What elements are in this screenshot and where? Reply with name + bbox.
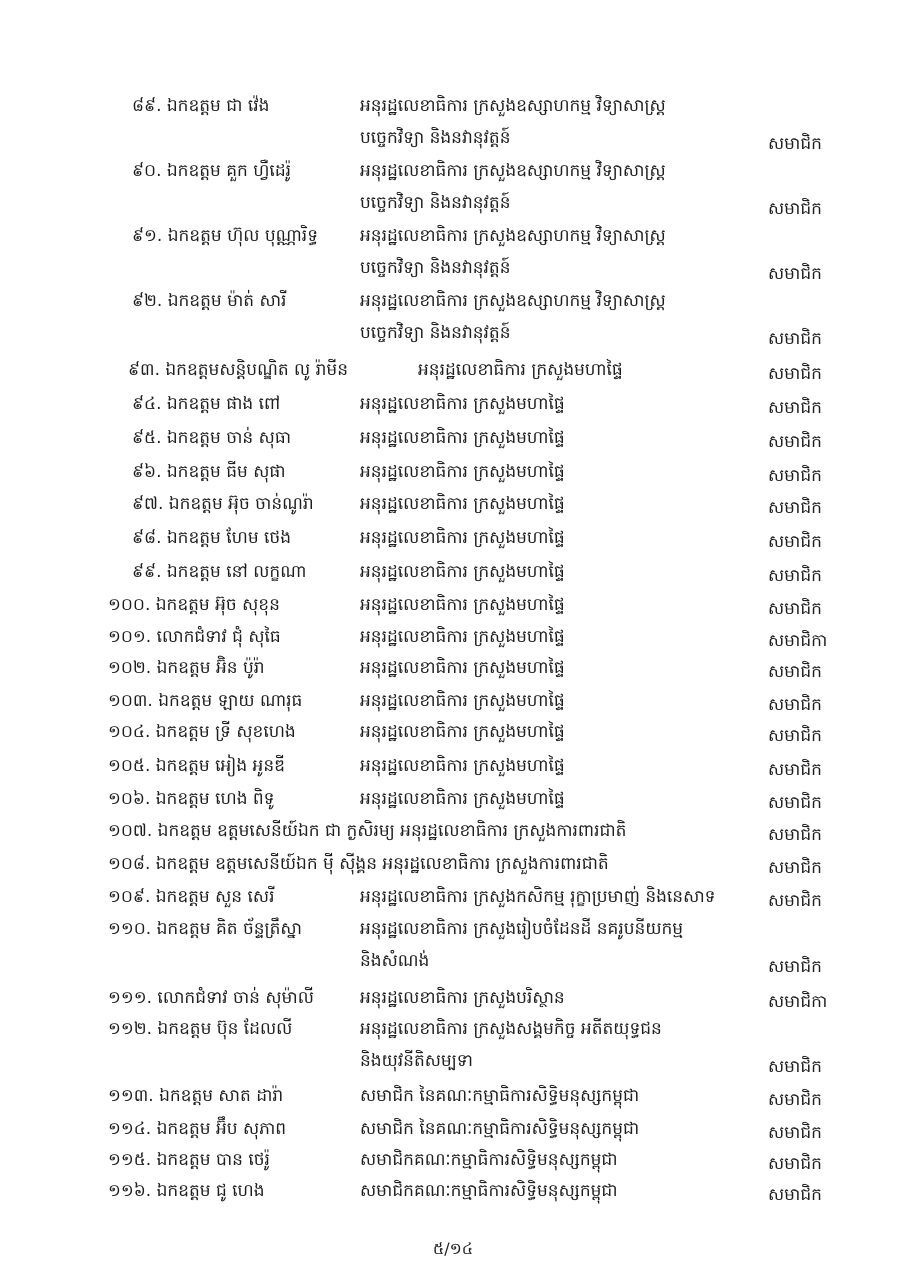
member-role: សមាជិកា (768, 992, 828, 1012)
position-line: អនុរដ្ឋលេខាធិការ ក្រសួងបរិស្ថាន (360, 988, 565, 1008)
position-line: សមាជិក នៃគណៈកម្មាធិការសិទ្ធិមនុស្សកម្ពុជា (360, 1086, 640, 1106)
entry-number: ១១៣. (108, 1086, 154, 1106)
member-role: សមាជិក (768, 1185, 822, 1205)
member-role: សមាជិក (768, 199, 822, 219)
member-number-name (108, 592, 280, 618)
member-role: សមាជិក (768, 662, 822, 682)
member-number-name (128, 357, 348, 383)
member-number-name (132, 158, 291, 184)
position-line: អនុរដ្ឋលេខាធិការ ក្រសួងមហាផ្ទៃ (360, 428, 565, 448)
member-number-name (108, 624, 281, 650)
entry-number: ១០៣. (108, 691, 153, 711)
member-name: ឯកឧត្តម អ៊ុច ចាន់ណូរ៉ា (168, 494, 314, 514)
member-name: ឯកឧត្តម ហែម ថេង (166, 528, 292, 548)
entry-number: ៩៣. (128, 360, 160, 380)
page-number: ៥/១៤ (432, 1239, 474, 1258)
member-number-name (108, 985, 314, 1011)
member-position (360, 719, 565, 751)
member-name: ឯកឧត្តម សាត ដារ៉ា (159, 1086, 284, 1106)
member-name: ឯកឧត្តម ឡាយ ណារុធ (158, 691, 303, 711)
entry-number: ១១២. (108, 1019, 153, 1039)
member-role: សមាជិក (768, 891, 822, 911)
member-position (360, 425, 565, 457)
member-role: សមាជិក (768, 329, 822, 349)
position-line: អនុរដ្ឋលេខាធិការ ក្រសួងមហាផ្ទៃ (360, 562, 565, 582)
position-line: អនុរដ្ឋលេខាធិការ ក្រសួងមហាផ្ទៃ (360, 494, 565, 514)
member-position (360, 985, 565, 1017)
member-name: ឯកឧត្តម ធីម សុផា (166, 462, 286, 482)
entry-number: ៩៥. (132, 428, 162, 448)
member-role: សមាជិក (768, 398, 822, 418)
position-line: សមាជិក នៃគណៈកម្មាធិការសិទ្ធិមនុស្សកម្ពុជា (360, 1119, 640, 1139)
member-role: សមាជិក (768, 1123, 822, 1143)
member-position (360, 688, 565, 720)
member-number-name (108, 1083, 283, 1109)
entry-number: ១១០. (108, 919, 152, 939)
member-name: ឯកឧត្តម ឧត្តមសេនីយ៍ឯក ម៉ី ស៊ីង្គន អនុរដ្ឋលេខាធិការ ក្រសួងការពារជាតិ (155, 854, 609, 874)
member-position (418, 357, 623, 389)
position-line: អនុរដ្ឋលេខាធិការ ក្រសួងកសិកម្ម រុក្ខាប្រមាញ់ និងនេសាទ (360, 887, 716, 907)
position-line: អនុរដ្ឋលេខាធិការ ក្រសួងមហាផ្ទៃ (360, 462, 565, 482)
member-position (360, 459, 565, 491)
member-role: សមាជិក (768, 760, 822, 780)
member-role: សមាជិកា (768, 631, 828, 651)
position-line: អនុរដ្ឋលេខាធិការ ក្រសួងឧស្សាហកម្ម វិទ្យាសាស្ត្រ (360, 291, 666, 311)
member-position (360, 592, 565, 624)
member-role: សមាជិក (768, 364, 822, 384)
position-line: អនុរដ្ឋលេខាធិការ ក្រសួងមហាផ្ទៃ (360, 627, 565, 647)
member-name: ឯកឧត្តម អ៊ុច សុខុន (155, 595, 280, 615)
member-position (360, 391, 565, 423)
member-position (360, 223, 666, 287)
position-line: អនុរដ្ឋលេខាធិការ ក្រសួងឧស្សាហកម្ម វិទ្យាសាស្ត្រ (360, 226, 666, 246)
entry-number: ១០៨. (108, 854, 151, 874)
position-line: និងយុវនីតិសម្បទា (360, 1051, 473, 1071)
member-position (360, 884, 715, 916)
entry-number: ៩០. (132, 161, 162, 181)
member-name: ឯកឧត្តម ជូ ហេង (156, 1181, 265, 1201)
member-number-name (132, 459, 286, 485)
member-name: ឯកឧត្តម ហ៊ុល បុណ្ណារិទ្ធ (167, 226, 318, 246)
position-line: អនុរដ្ឋលេខាធិការ ក្រសួងមហាផ្ទៃ (360, 658, 565, 678)
entry-number: ៩១. (132, 226, 163, 246)
entry-number: ១០៤. (108, 722, 151, 742)
member-number-name (132, 559, 306, 585)
position-line: អនុរដ្ឋលេខាធិការ ក្រសួងមហាផ្ទៃ (360, 722, 565, 742)
entry-number: ៩៧. (132, 494, 164, 514)
member-name: ឯកឧត្តម ផាង ពៅ (166, 394, 281, 414)
position-line: អនុរដ្ឋលេខាធិការ ក្រសួងមហាផ្ទៃ (360, 691, 565, 711)
member-position (360, 655, 565, 687)
member-name: ឯកឧត្តម អ៊ឹប សុភាព (156, 1119, 287, 1139)
member-name: ឯកឧត្តម ឧត្តមសេនីយ៍ឯក ជា ក្ងសិរម្យ អនុរដ្ឋលេខាធិការ ក្រសួងការពារជាតិ (157, 821, 627, 841)
member-number-name (132, 93, 269, 119)
position-line: បច្ចេកវិទ្យា និងនវានុវត្តន៍ (360, 128, 511, 148)
member-name: ឯកឧត្តម នៅ លក្ខណា (166, 562, 307, 582)
member-role: សមាជិក (768, 726, 822, 746)
member-number-name (108, 719, 296, 745)
member-position (360, 1116, 639, 1148)
entry-number: ៩៦. (132, 462, 162, 482)
member-role: សមាជិក (768, 466, 822, 486)
entry-number: ៨៩. (132, 96, 162, 116)
entry-number: ៩៤. (132, 394, 162, 414)
position-line: សមាជិកគណៈកម្មាធិការសិទ្ធិមនុស្សកម្ពុជា (360, 1181, 618, 1201)
member-role: សមាជិក (768, 825, 822, 845)
member-role: សមាជិក (768, 566, 822, 586)
entry-number: ១១៤. (108, 1119, 152, 1139)
member-role: សមាជិក (768, 957, 822, 977)
member-position (360, 525, 565, 557)
position-line: អនុរដ្ឋលេខាធិការ ក្រសួងរៀបចំដែនដី នគរូបនីយកម្ម (360, 919, 684, 939)
member-number-name (132, 288, 286, 314)
member-number-name (108, 1147, 270, 1173)
member-role: សមាជិក (768, 695, 822, 715)
position-line: អនុរដ្ឋលេខាធិការ ក្រសួងមហាផ្ទៃ (418, 360, 623, 380)
position-line: អនុរដ្ឋលេខាធិការ ក្រសួងមហាផ្ទៃ (360, 394, 565, 414)
member-name: ឯកឧត្តម ចាន់ សុធា (166, 428, 292, 448)
member-role: សមាជិក (768, 264, 822, 284)
member-name: ឯកឧត្តម គួក ហ្វឺដេរ៉ូ (166, 161, 292, 181)
member-number-name (132, 391, 280, 417)
member-role: សមាជិក (768, 498, 822, 518)
member-number-name (108, 1178, 265, 1204)
member-position (360, 786, 565, 818)
member-role: សមាជិក (768, 432, 822, 452)
member-position (360, 1178, 618, 1210)
member-role: សមាជិក (768, 599, 822, 619)
member-name: ឯកឧត្តម គិត ច័ន្ទត្រឹស្នា (156, 919, 302, 939)
member-position (360, 93, 666, 157)
member-role: សមាជិក (768, 1090, 822, 1110)
position-line: បច្ចេកវិទ្យា និងនវានុវត្តន៍ (360, 323, 511, 343)
position-line: អនុរដ្ឋលេខាធិការ ក្រសួងមហាផ្ទៃ (360, 595, 565, 615)
position-line: អនុរដ្ឋលេខាធិការ ក្រសួងសង្គមកិច្ច អតីតយុទ្ធជន (360, 1019, 662, 1039)
member-position (360, 491, 565, 523)
member-position (360, 753, 565, 785)
member-number-name (108, 818, 626, 844)
member-name: ឯកឧត្តម បាន ថេរ៉ូ (156, 1150, 270, 1170)
member-role: សមាជិក (768, 532, 822, 552)
member-number-name (108, 655, 265, 681)
entry-number: ១០១. (108, 627, 152, 647)
member-name: ឯកឧត្តមសន្តិបណ្ឌិត លូ រ៉ាមីន (165, 360, 349, 380)
member-number-name (108, 786, 274, 812)
member-role: សមាជិក (768, 1154, 822, 1174)
entry-number: ១០៩. (108, 887, 151, 907)
member-name: ឯកឧត្តម អៀង អូនឌី (155, 756, 285, 776)
member-role: សមាជិក (768, 858, 822, 878)
member-name: ឯកឧត្តម ប៊ុន ដែលលី (157, 1019, 293, 1039)
position-line: អនុរដ្ឋលេខាធិការ ក្រសួងមហាផ្ទៃ (360, 756, 565, 776)
member-name: ឯកឧត្តម អ៊ិន ប៉ូរ៉ា (156, 658, 265, 678)
position-line: បច្ចេកវិទ្យា និងនវានុវត្តន៍ (360, 258, 511, 278)
entry-number: ១០៥. (108, 756, 151, 776)
member-name: ឯកឧត្តម ម៉ាត់ សារី (167, 291, 287, 311)
member-position (360, 288, 666, 352)
member-name: ឯកឧត្តម ជា វ៉េង (166, 96, 270, 116)
member-position (360, 624, 565, 656)
position-line: អនុរដ្ឋលេខាធិការ ក្រសួងមហាផ្ទៃ (360, 789, 565, 809)
entry-number: ៩៨. (132, 528, 162, 548)
entry-number: ៩២. (132, 291, 163, 311)
member-number-name (108, 851, 609, 877)
member-role: សមាជិក (768, 1057, 822, 1077)
entry-number: ១០០. (108, 595, 151, 615)
entry-number: ៩៩. (132, 562, 162, 582)
entry-number: ១០៦. (108, 789, 151, 809)
member-position (360, 916, 683, 980)
entry-number: ១១៦. (108, 1181, 152, 1201)
entry-number: ១១៥. (108, 1150, 152, 1170)
member-number-name (108, 916, 302, 942)
member-number-name (108, 1016, 292, 1042)
entry-number: ១០៧. (108, 821, 153, 841)
member-number-name (132, 525, 291, 551)
position-line: និងសំណង់ (360, 951, 430, 971)
member-name: ឯកឧត្តម ទ្រី សុខហេង (155, 722, 296, 742)
member-position (360, 1083, 639, 1115)
member-number-name (108, 688, 302, 714)
member-position (360, 158, 666, 222)
member-number-name (132, 223, 318, 249)
member-number-name (108, 1116, 286, 1142)
member-number-name (108, 884, 274, 910)
member-role: សមាជិក (768, 793, 822, 813)
position-line: សមាជិកគណៈកម្មាធិការសិទ្ធិមនុស្សកម្ពុជា (360, 1150, 618, 1170)
position-line: អនុរដ្ឋលេខាធិការ ក្រសួងឧស្សាហកម្ម វិទ្យាសាស្ត្រ (360, 161, 666, 181)
entry-number: ១១១. (108, 988, 153, 1008)
member-name: លោកជំទាវ ជុំ សុធៃ (156, 627, 281, 647)
member-position (360, 559, 565, 591)
position-line: អនុរដ្ឋលេខាធិការ ក្រសួងមហាផ្ទៃ (360, 528, 565, 548)
member-name: ឯកឧត្តម សួន សេរី (155, 887, 275, 907)
member-number-name (132, 425, 291, 451)
position-line: បច្ចេកវិទ្យា និងនវានុវត្តន៍ (360, 193, 511, 213)
member-role: សមាជិក (768, 134, 822, 154)
member-position (360, 1147, 618, 1179)
member-name: លោកជំទាវ ចាន់ សុម៉ាលី (157, 988, 314, 1008)
member-number-name (132, 491, 314, 517)
member-position (360, 1016, 662, 1080)
member-name: ឯកឧត្តម ហេង ពិទូ (155, 789, 275, 809)
position-line: អនុរដ្ឋលេខាធិការ ក្រសួងឧស្សាហកម្ម វិទ្យាសាស្ត្រ (360, 96, 666, 116)
entry-number: ១០២. (108, 658, 152, 678)
member-number-name (108, 753, 285, 779)
